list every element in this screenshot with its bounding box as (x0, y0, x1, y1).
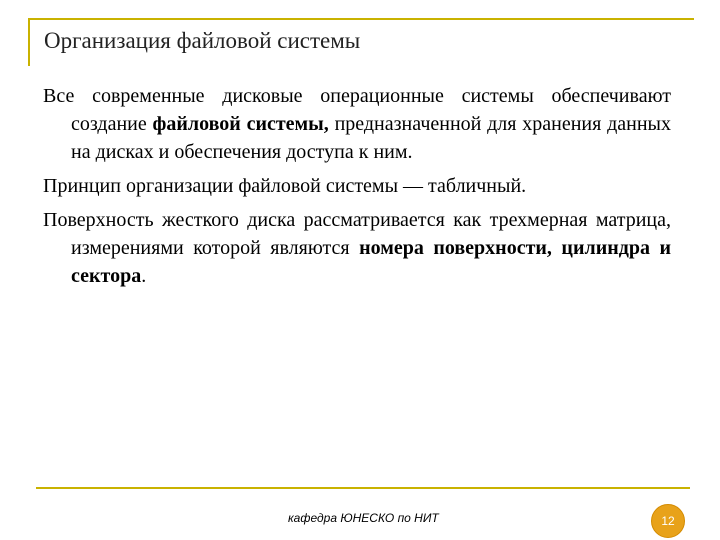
footer-rule (36, 487, 690, 489)
title-left-rule (28, 18, 30, 66)
paragraph-text: Принцип организации файловой системы — табличный. (43, 175, 527, 197)
page-number-badge (651, 504, 685, 538)
paragraph-bold-text: файловой системы, (152, 113, 329, 135)
title-top-rule (28, 18, 694, 20)
paragraph-text: Все современные дисковые операционные системы обеспечивают создание (43, 85, 671, 135)
paragraph-text: . (141, 265, 147, 287)
footer-caption: кафедра ЮНЕСКО по НИТ (288, 511, 439, 525)
paragraph-disk-surface (43, 206, 671, 290)
paragraph-organization-principle (43, 172, 671, 200)
paragraph-text: предназначенной для хранения данных на дисках и обеспечения доступа к ним. (71, 113, 671, 163)
paragraph-text: Поверхность жесткого диска рассматривается как трехмерная матрица, измерениями которой являются (43, 209, 671, 259)
slide-title: Организация файловой системы (44, 28, 361, 53)
slide-content (43, 82, 671, 296)
paragraph-bold-text: номера поверхности, цилиндра и сектора (71, 237, 671, 287)
page-number: 12 (661, 514, 675, 528)
paragraph-file-system-support (43, 82, 671, 166)
